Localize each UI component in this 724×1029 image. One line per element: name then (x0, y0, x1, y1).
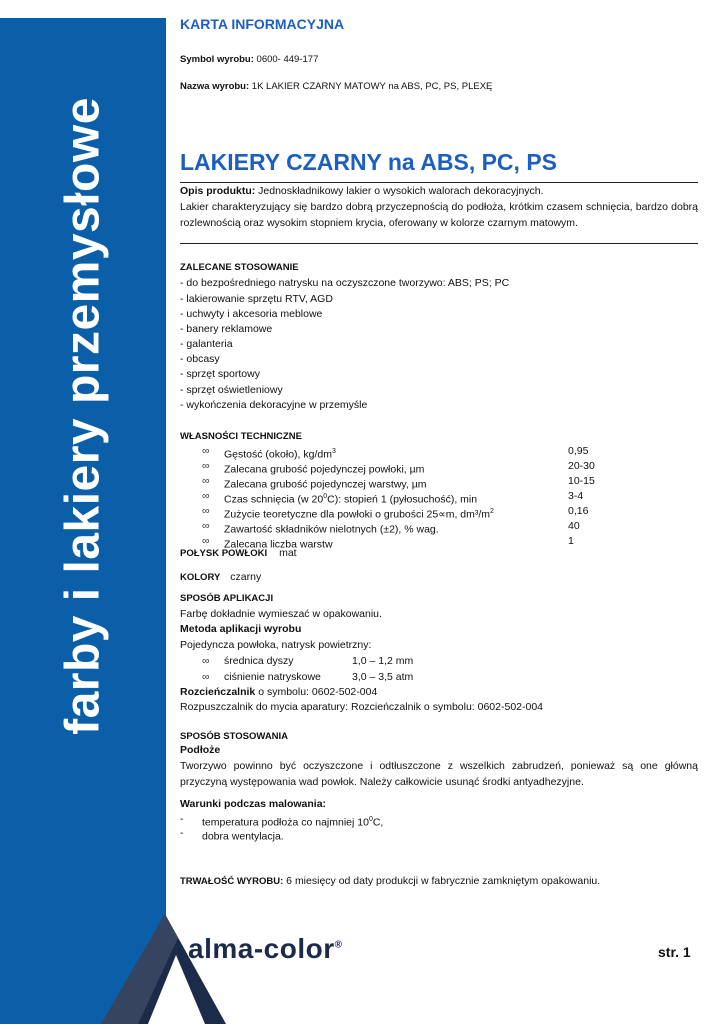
substrate-heading: Podłoże (180, 744, 221, 756)
sidebar-title: farby i lakiery przemysłowe (56, 97, 110, 735)
param-label: ciśnienie natryskowe (224, 671, 321, 683)
tech-label: Zalecana grubość pojedynczej powłoki, µm (224, 463, 425, 476)
usage-heading: ZALECANE STOSOWANIE (180, 262, 299, 273)
desc-body: Lakier charakteryzujący się bardzo dobrą przyczepnością do podłoża, krótkim czasem schnięcia, bardzo dobrą rozlewnością oraz wysokim stopniem krycia, oferowany w kolorze czarnym matowym. (180, 201, 698, 229)
usage-item: - obcasy (180, 353, 220, 365)
tech-value: 0,95 (568, 445, 589, 457)
symbol-line (180, 52, 318, 67)
gloss-line (180, 546, 297, 561)
application-line: Farbę dokładnie wymieszać w opakowaniu. (180, 608, 382, 620)
registered-mark: ® (334, 939, 343, 951)
tech-value: 20-30 (568, 460, 595, 472)
colors-value: czarny (230, 571, 262, 583)
infinity-bullet-icon: ∞ (202, 490, 210, 502)
solvent-line: Rozpuszczalnik do mycia aparatury: Rozcieńczalnik o symbolu: 0602-502-004 (180, 701, 544, 713)
param-value: 3,0 – 3,5 atm (352, 671, 414, 683)
usage-item: - sprzęt sportowy (180, 368, 260, 380)
colors-label: KOLORY (180, 572, 221, 583)
logo-wordmark (188, 933, 342, 965)
name-label: Nazwa wyrobu: (180, 81, 250, 92)
infinity-bullet-icon: ∞ (202, 460, 210, 472)
alma-color-logo-icon (0, 910, 724, 1024)
condition-dash: - (180, 827, 184, 839)
condition-text: dobra wentylacja. (202, 830, 284, 843)
condition-dash: - (180, 813, 184, 825)
name-value: 1K LAKIER CZARNY MATOWY na ABS, PC, PS, PLEXĘ (249, 81, 493, 92)
param-value: 1,0 – 1,2 mm (352, 655, 414, 667)
condition-row (180, 826, 698, 841)
thinner-value: o symbolu: 0602-502-004 (255, 686, 378, 698)
tech-label: Zawartość składników nielotnych (±2), % wag. (224, 523, 439, 536)
condition-tail: C, (372, 816, 384, 829)
infinity-bullet-icon: ∞ (202, 475, 210, 487)
thinner-label: Rozcieńczalnik (180, 686, 256, 698)
tech-label: Zalecana liczba warstw (224, 538, 333, 551)
usage-item: - sprzęt oświetleniowy (180, 384, 283, 396)
symbol-label: Symbol wyrobu: (180, 54, 254, 65)
page-number: str. 1 (658, 944, 691, 960)
tech-value: 0,16 (568, 505, 589, 517)
gloss-label: POŁYSK POWŁOKI (180, 548, 268, 559)
application-heading: SPOSÓB APLIKACJI (180, 593, 274, 604)
substrate-body: Tworzywo powinno być oczyszczone i odtłuszczone z wszelkich zabrudzeń, ponieważ są one główną przyczyną występowania wad powłok. Należy całkowicie usunąć środki antyadhezyjne. (180, 760, 698, 788)
tech-value: 10-15 (568, 475, 595, 487)
conditions-heading: Warunki podczas malowania: (180, 798, 327, 810)
tech-label: Zużycie teoretyczne dla powłoki o grubości 25∝m, dm³/m (224, 508, 491, 521)
usage-item: - lakierowanie sprzętu RTV, AGD (180, 293, 333, 305)
desc-rule (180, 243, 698, 244)
tech-label: Zalecana grubość pojedynczej warstwy, µm (224, 478, 427, 491)
desc-value: Jednoskładnikowy lakier o wysokich walorach dekoracyjnych. (255, 185, 544, 197)
param-label: średnica dyszy (224, 655, 294, 667)
tech-value: 40 (568, 520, 580, 532)
durability-label: TRWAŁOŚĆ WYROBU: (180, 876, 284, 887)
infinity-bullet-icon: ∞ (202, 535, 210, 547)
thinner-line (180, 685, 377, 700)
logo-text: alma-color (188, 933, 335, 964)
method-section-heading: SPOSÓB STOSOWANIA (180, 731, 289, 742)
usage-item: - galanteria (180, 338, 233, 350)
infinity-bullet-icon: ∞ (202, 655, 210, 667)
symbol-value: 0600- 449-177 (253, 54, 319, 65)
usage-item: - uchwyty i akcesoria meblowe (180, 308, 323, 320)
tech-value: 3-4 (568, 490, 584, 502)
usage-item: - wykończenia dekoracyjne w przemyśle (180, 399, 368, 411)
tech-heading: WŁASNOŚCI TECHNICZNE (180, 431, 302, 442)
application-line: Pojedyncza powłoka, natrysk powietrzny: (180, 639, 372, 651)
title-rule (180, 182, 698, 183)
infinity-bullet-icon: ∞ (202, 505, 210, 517)
tech-label-tail: C): stopień 1 (pyłosuchość), min (327, 493, 478, 506)
document-title: KARTA INFORMACYJNA (180, 16, 345, 32)
tech-value: 1 (568, 535, 574, 547)
infinity-bullet-icon: ∞ (202, 445, 210, 457)
durability-line (180, 874, 600, 889)
condition-row (180, 812, 698, 827)
gloss-value: mat (279, 547, 297, 559)
tech-sup: 3 (331, 448, 336, 455)
name-line (180, 79, 492, 94)
tech-label: Czas schnięcia (w 20 (224, 493, 324, 506)
usage-item: - do bezpośredniego natrysku na oczyszczone tworzywo: ABS; PS; PC (180, 277, 510, 289)
desc-label: Opis produktu: (180, 185, 256, 197)
method-heading: Metoda aplikacji wyrobu (180, 623, 302, 635)
tech-sup: 0 (323, 493, 328, 500)
sidebar-band (0, 18, 166, 1024)
infinity-bullet-icon: ∞ (202, 671, 210, 683)
colors-line (180, 570, 261, 585)
condition-text: temperatura podłoża co najmniej 10 (202, 816, 369, 829)
desc-line (180, 184, 544, 199)
usage-item: - banery reklamowe (180, 323, 273, 335)
footer-logo (0, 910, 724, 1024)
tech-sup: 2 (490, 508, 494, 515)
tech-label: Gęstość (około), kg/dm (224, 448, 332, 461)
infinity-bullet-icon: ∞ (202, 520, 210, 532)
product-title: LAKIERY CZARNY na ABS, PC, PS (180, 149, 558, 175)
condition-sup: 0 (368, 816, 373, 823)
durability-value: 6 miesięcy od daty produkcji w fabrycznie zamkniętym opakowaniu. (283, 875, 601, 887)
